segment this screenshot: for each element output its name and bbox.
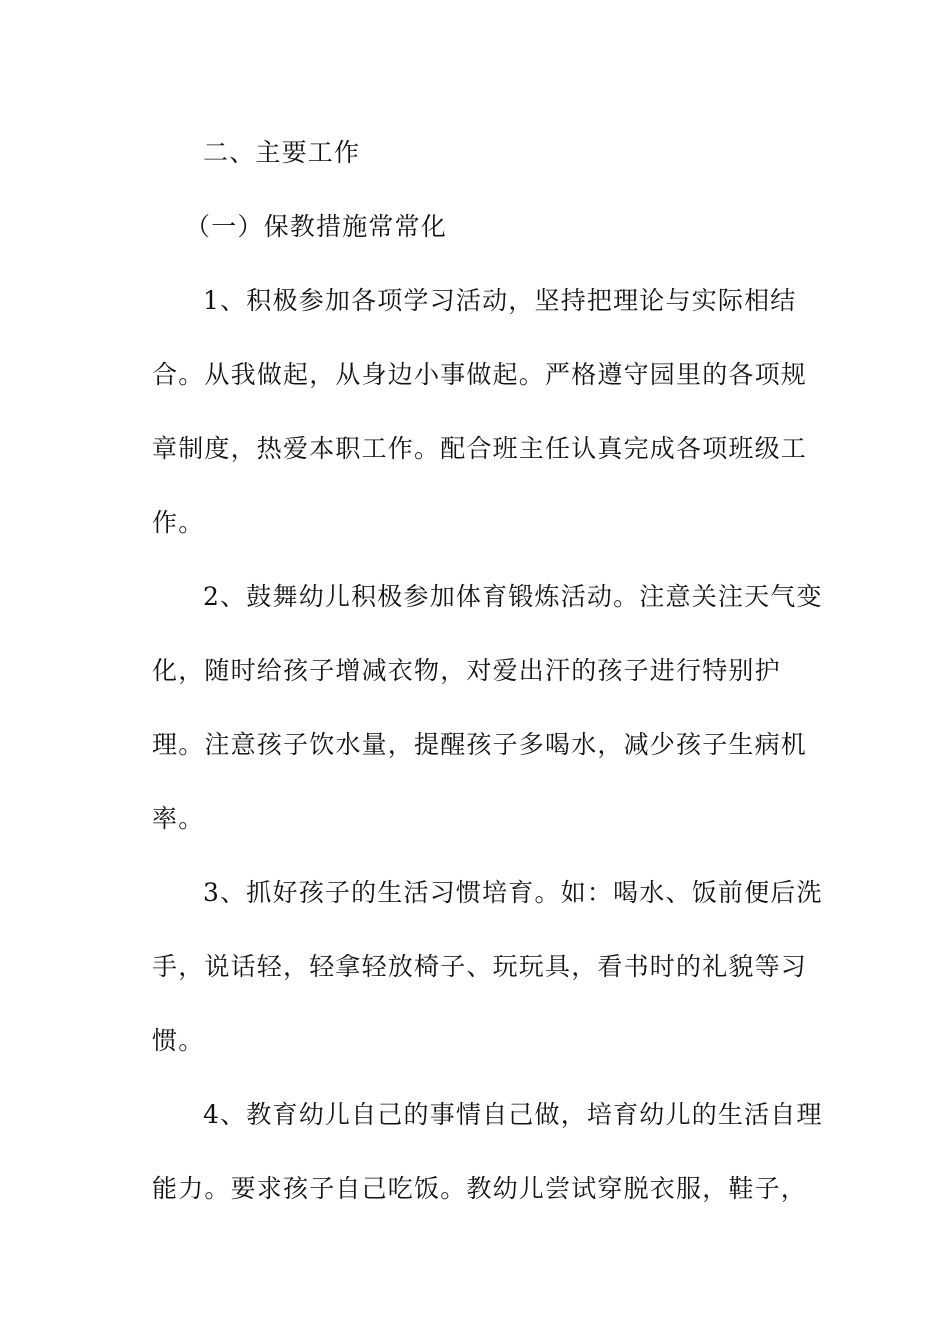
section-heading: 二、主要工作 xyxy=(203,138,361,167)
paragraph-2-line-2: 化，随时给孩子增减衣物，对爱出汗的孩子进行特别护 xyxy=(152,656,781,685)
paragraph-2-line-4: 率。 xyxy=(152,804,205,833)
paragraph-4-line-1: 4、教育幼儿自己的事情自己做，培育幼儿的生活自理 xyxy=(203,1100,823,1129)
subsection-heading: （一）保教措施常常化 xyxy=(185,212,448,241)
paragraph-3-line-1: 3、抓好孩子的生活习惯培育。如：喝水、饭前便后洗 xyxy=(203,878,823,907)
paragraph-3-line-2: 手，说话轻，轻拿轻放椅子、玩玩具，看书时的礼貌等习 xyxy=(152,952,808,981)
paragraph-2-line-1: 2、鼓舞幼儿积极参加体育锻炼活动。注意关注天气变 xyxy=(203,582,823,611)
paragraph-2-line-3: 理。注意孩子饮水量，提醒孩子多喝水，减少孩子生病机 xyxy=(152,730,808,759)
paragraph-4-line-2: 能力。要求孩子自己吃饭。教幼儿尝试穿脱衣服，鞋子， xyxy=(152,1174,808,1203)
paragraph-1-line-4: 作。 xyxy=(152,508,205,537)
paragraph-1-line-1: 1、积极参加各项学习活动，坚持把理论与实际相结 xyxy=(203,286,797,315)
paragraph-1-line-3: 章制度，热爱本职工作。配合班主任认真完成各项班级工 xyxy=(152,434,808,463)
paragraph-3-line-3: 惯。 xyxy=(152,1026,205,1055)
paragraph-1-line-2: 合。从我做起，从身边小事做起。严格遵守园里的各项规 xyxy=(152,360,808,389)
